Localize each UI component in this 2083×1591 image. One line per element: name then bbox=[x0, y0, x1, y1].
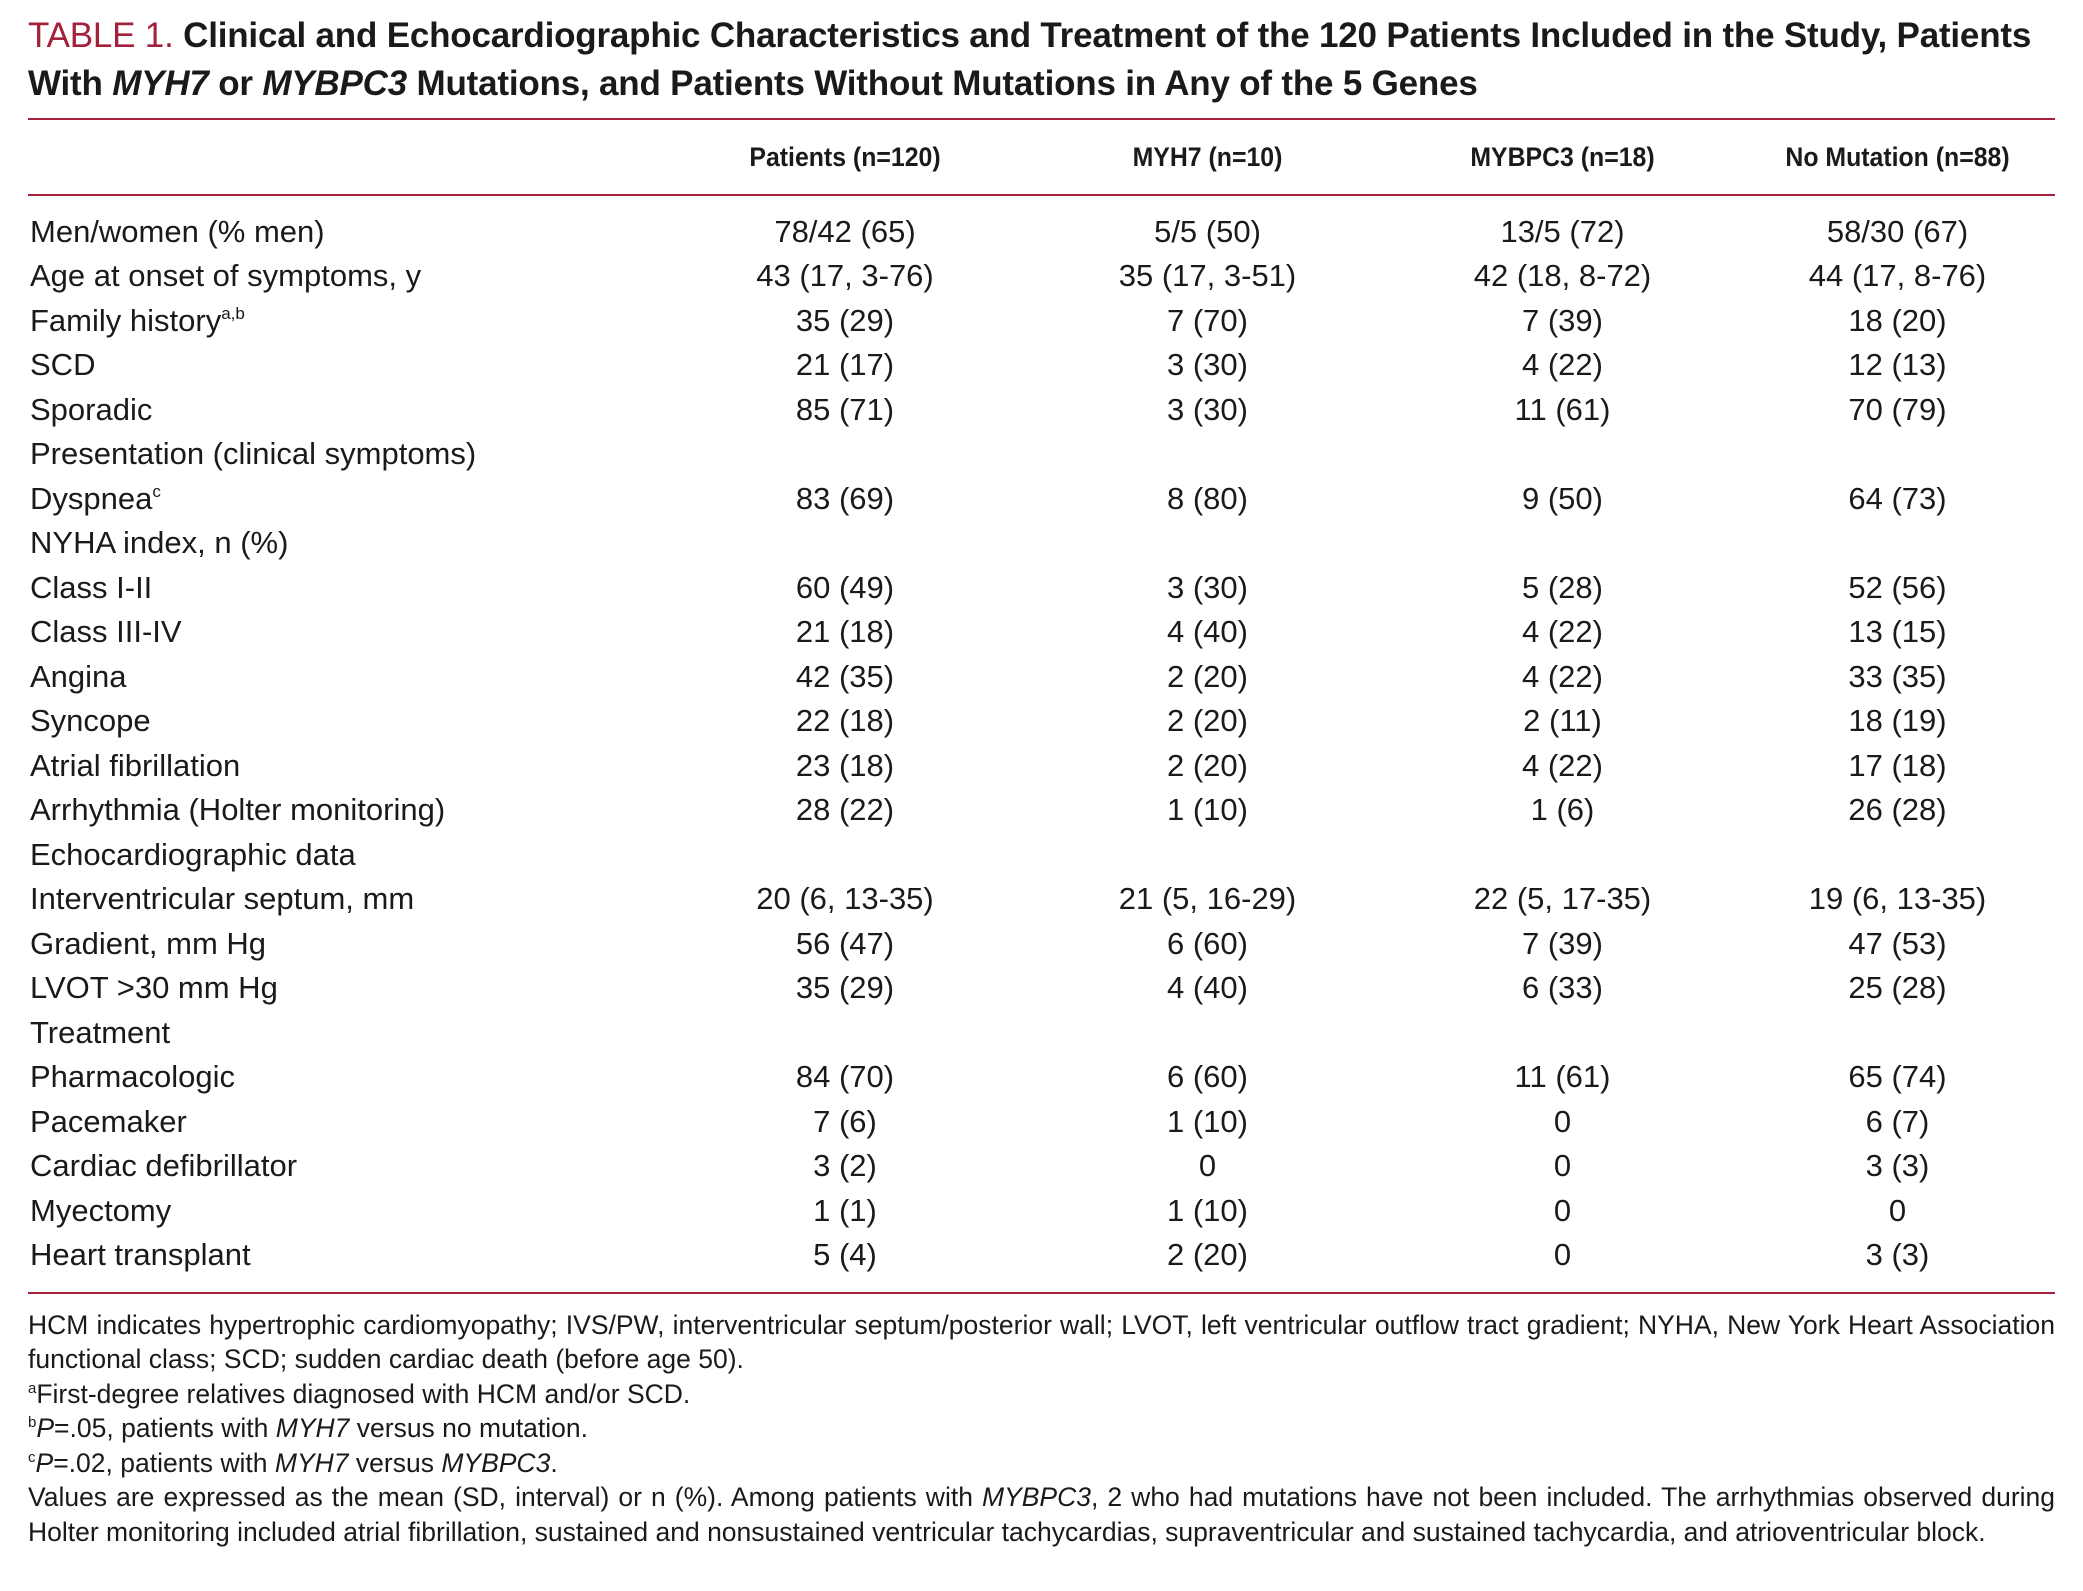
cell-value: 0 bbox=[1553, 1148, 1572, 1184]
cell-value: 83 (69) bbox=[795, 480, 895, 516]
values-note: Values are expressed as the mean (SD, interval) or n (%). Among patients with MYBPC3, 2 who had mutations have not been included. The arrhythmias observed during Holter monitoring included atrial fibrillation, sustained and nonsustained ventricular tachycardias, supraventricular and sustained tachycardia, and atrioventricular block. bbox=[28, 1482, 2056, 1547]
cell-value: 7 (6) bbox=[813, 1103, 877, 1139]
cell-value: 2 (11) bbox=[1523, 703, 1602, 739]
cell-value: 12 (13) bbox=[1848, 347, 1947, 383]
cell-value: 2 (20) bbox=[1167, 1237, 1248, 1273]
table-row bbox=[28, 566, 2055, 611]
table-row bbox=[28, 788, 2055, 833]
cell-value bbox=[1740, 833, 2055, 878]
cell-value: 65 (74) bbox=[1848, 1059, 1947, 1095]
cell-value bbox=[1385, 1011, 1740, 1056]
footnotes bbox=[28, 1308, 2055, 1550]
cell-value: 22 (18) bbox=[795, 703, 895, 739]
cell-value: 6 (7) bbox=[1865, 1103, 1930, 1139]
cell-value: 6 (60) bbox=[1167, 925, 1248, 961]
cell-value: 4 (22) bbox=[1522, 347, 1603, 383]
table-row bbox=[28, 343, 2055, 388]
cell-value: 47 (53) bbox=[1848, 925, 1947, 961]
table-row bbox=[28, 299, 2055, 344]
footnote-b: $^b$P=.05, patients with MYH7 versus no mutation. bbox=[28, 1413, 589, 1443]
cell-value: 3 (30) bbox=[1167, 347, 1248, 383]
cell-value: 35 (29) bbox=[795, 970, 895, 1006]
cell-value: 52 (56) bbox=[1848, 569, 1947, 605]
cell-value: 58/30 (67) bbox=[1826, 214, 1969, 249]
table-row bbox=[28, 1233, 2055, 1288]
cell-value: 4 (40) bbox=[1167, 970, 1248, 1006]
table-row bbox=[28, 1144, 2055, 1189]
cell-value bbox=[1030, 1011, 1385, 1056]
cell-value bbox=[660, 833, 1030, 878]
cell-value: 0 bbox=[1553, 1237, 1572, 1273]
cell-value: 3 (3) bbox=[1865, 1237, 1930, 1273]
cell-value: 35 (17, 3-51) bbox=[1118, 258, 1297, 294]
bottom-rule bbox=[28, 1292, 2055, 1294]
table-figure bbox=[28, 10, 2055, 1549]
table-row bbox=[28, 432, 2055, 477]
row-label: Treatment bbox=[30, 1014, 171, 1050]
cell-value bbox=[660, 521, 1030, 566]
cell-value: 18 (19) bbox=[1848, 703, 1947, 739]
table-row bbox=[28, 195, 2055, 254]
cell-value: 7 (70) bbox=[1167, 302, 1248, 338]
row-label: Pharmacologic bbox=[30, 1059, 236, 1095]
cell-value bbox=[1030, 521, 1385, 566]
cell-value: 21 (17) bbox=[795, 347, 895, 383]
cell-value: 5/5 (50) bbox=[1154, 214, 1261, 249]
cell-value: 28 (22) bbox=[795, 792, 895, 828]
cell-value: 2 (20) bbox=[1167, 747, 1248, 783]
row-label: Age at onset of symptoms, y bbox=[30, 258, 422, 294]
cell-value bbox=[1740, 521, 2055, 566]
cell-value: 35 (29) bbox=[795, 302, 895, 338]
row-label: Cardiac defibrillator bbox=[30, 1148, 298, 1184]
row-label: Gradient, mm Hg bbox=[30, 925, 267, 961]
footnote-a: $^a$First-degree relatives diagnosed with HCM and/or SCD. bbox=[28, 1378, 691, 1409]
table-row bbox=[28, 655, 2055, 700]
table-row bbox=[28, 1055, 2055, 1100]
table-row bbox=[28, 833, 2055, 878]
cell-value: 21 (5, 16-29) bbox=[1118, 881, 1297, 917]
row-label: Myectomy bbox=[30, 1192, 172, 1228]
cell-value: 1 (10) bbox=[1167, 1192, 1248, 1228]
cell-value: 9 (50) bbox=[1522, 480, 1603, 516]
row-label: Family history$^{a,b}$ bbox=[30, 302, 245, 338]
cell-value: 0 bbox=[1553, 1103, 1572, 1139]
cell-value: 3 (3) bbox=[1865, 1148, 1930, 1184]
cell-value: 85 (71) bbox=[795, 391, 895, 427]
title-text-2: or bbox=[208, 64, 263, 103]
row-label: Arrhythmia (Holter monitoring) bbox=[30, 792, 446, 828]
cell-value: 4 (22) bbox=[1522, 614, 1603, 650]
footnote-mark: a,b bbox=[221, 303, 245, 323]
cell-value: 0 bbox=[1888, 1192, 1907, 1228]
row-label: Class III-IV bbox=[30, 614, 182, 650]
cell-value: 3 (2) bbox=[813, 1148, 877, 1184]
cell-value: 4 (22) bbox=[1522, 747, 1603, 783]
cell-value: 11 (61) bbox=[1514, 1059, 1611, 1095]
title-gene-2: MYBPC3 bbox=[262, 64, 407, 103]
cell-value: 13/5 (72) bbox=[1500, 214, 1625, 249]
cell-value: 60 (49) bbox=[795, 569, 895, 605]
column-header bbox=[53, 120, 634, 195]
cell-value bbox=[1740, 1011, 2055, 1056]
row-label: Pacemaker bbox=[30, 1103, 187, 1139]
cell-value: 4 (22) bbox=[1522, 658, 1603, 694]
cell-value: 0 bbox=[1553, 1192, 1572, 1228]
cell-value bbox=[660, 432, 1030, 477]
cell-value: 19 (6, 13-35) bbox=[1808, 881, 1987, 917]
cell-value: 1 (10) bbox=[1167, 1103, 1248, 1139]
table-row bbox=[28, 254, 2055, 299]
row-label: Angina bbox=[30, 658, 127, 694]
column-header: Patients (n=120) bbox=[749, 141, 941, 172]
cell-value: 42 (18, 8-72) bbox=[1473, 258, 1652, 294]
cell-value: 78/42 (65) bbox=[774, 214, 916, 249]
table-row bbox=[28, 1011, 2055, 1056]
cell-value: 13 (15) bbox=[1848, 614, 1947, 650]
table-row bbox=[28, 1100, 2055, 1145]
column-header: MYH7 (n=10) bbox=[1132, 141, 1283, 172]
abbreviations-note: HCM indicates hypertrophic cardiomyopathy; IVS/PW, interventricular septum/posterior wall; LVOT, left ventricular outflow tract gradient; NYHA, New York Heart Association functional class; SCD; sudden cardiac death (before age 50). bbox=[28, 1309, 2055, 1374]
cell-value bbox=[1385, 432, 1740, 477]
row-label: Syncope bbox=[30, 703, 151, 739]
row-label: SCD bbox=[30, 347, 96, 383]
cell-value: 8 (80) bbox=[1167, 480, 1248, 516]
table-row bbox=[28, 922, 2055, 967]
table-row bbox=[28, 521, 2055, 566]
cell-value: 3 (30) bbox=[1167, 391, 1248, 427]
cell-value: 6 (33) bbox=[1522, 970, 1603, 1006]
cell-value: 26 (28) bbox=[1848, 792, 1947, 828]
row-label: Presentation (clinical symptoms) bbox=[30, 436, 477, 472]
cell-value: 43 (17, 3-76) bbox=[756, 258, 934, 294]
cell-value: 2 (20) bbox=[1167, 703, 1248, 739]
column-header: MYBPC3 (n=18) bbox=[1470, 141, 1655, 172]
table-row bbox=[28, 388, 2055, 433]
table-body bbox=[28, 195, 2055, 1288]
cell-value bbox=[1030, 432, 1385, 477]
header-row bbox=[28, 120, 2055, 195]
cell-value: 84 (70) bbox=[795, 1059, 895, 1095]
cell-value bbox=[1030, 833, 1385, 878]
cell-value: 6 (60) bbox=[1167, 1059, 1248, 1095]
row-label: Dyspnea$^c$ bbox=[30, 480, 161, 516]
table-row bbox=[28, 699, 2055, 744]
cell-value: 7 (39) bbox=[1522, 302, 1603, 338]
cell-value: 25 (28) bbox=[1848, 970, 1947, 1006]
cell-value: 0 bbox=[1198, 1148, 1217, 1184]
cell-value: 17 (18) bbox=[1848, 747, 1947, 783]
row-label: Sporadic bbox=[30, 391, 153, 427]
cell-value: 42 (35) bbox=[795, 658, 895, 694]
cell-value: 20 (6, 13-35) bbox=[756, 881, 934, 917]
cell-value: 21 (18) bbox=[795, 614, 895, 650]
cell-value: 18 (20) bbox=[1848, 302, 1947, 338]
cell-value bbox=[1385, 833, 1740, 878]
table-row bbox=[28, 744, 2055, 789]
cell-value bbox=[1740, 432, 2055, 477]
row-label: Heart transplant bbox=[30, 1237, 251, 1273]
row-label: Class I-II bbox=[30, 569, 153, 605]
row-label: Interventricular septum, mm bbox=[30, 881, 415, 917]
cell-value: 22 (5, 17-35) bbox=[1473, 881, 1652, 917]
cell-value: 5 (28) bbox=[1522, 569, 1603, 605]
title-text-3: Mutations, and Patients Without Mutations in Any of the 5 Genes bbox=[407, 64, 1478, 103]
cell-value: 44 (17, 8-76) bbox=[1808, 258, 1987, 294]
cell-value: 1 (1) bbox=[813, 1192, 877, 1228]
cell-value: 1 (10) bbox=[1167, 792, 1248, 828]
table-row bbox=[28, 610, 2055, 655]
cell-value bbox=[1385, 521, 1740, 566]
table-row bbox=[28, 877, 2055, 922]
title-gene-1: MYH7 bbox=[112, 64, 209, 103]
column-header: No Mutation (n=88) bbox=[1785, 141, 2010, 172]
cell-value: 33 (35) bbox=[1848, 658, 1947, 694]
cell-value: 23 (18) bbox=[795, 747, 895, 783]
footnote-mark: c bbox=[152, 481, 161, 501]
cell-value: 2 (20) bbox=[1167, 658, 1248, 694]
cell-value: 5 (4) bbox=[813, 1237, 877, 1273]
cell-value: 70 (79) bbox=[1848, 391, 1947, 427]
table-row bbox=[28, 1189, 2055, 1234]
cell-value: 3 (30) bbox=[1167, 569, 1248, 605]
table-row bbox=[28, 966, 2055, 1011]
row-label: Men/women (% men) bbox=[30, 214, 325, 249]
cell-value: 64 (73) bbox=[1848, 480, 1947, 516]
row-label: LVOT >30 mm Hg bbox=[30, 970, 278, 1006]
cell-value: 1 (6) bbox=[1530, 792, 1595, 828]
row-label: Echocardiographic data bbox=[30, 836, 356, 872]
cell-value: 11 (61) bbox=[1514, 391, 1611, 427]
table-row bbox=[28, 477, 2055, 522]
data-table bbox=[28, 120, 2055, 1288]
title-text-1: Clinical and Echocardiographic Characteristics and Treatment of the 120 Patients Included in the Study, Patients With bbox=[28, 16, 2032, 103]
table-title bbox=[28, 10, 2055, 108]
row-label: NYHA index, n (%) bbox=[30, 525, 289, 561]
footnote-c: $^c$P=.02, patients with MYH7 versus MYBPC3. bbox=[28, 1447, 558, 1478]
table-label: TABLE 1. bbox=[28, 16, 174, 55]
cell-value: 56 (47) bbox=[795, 925, 895, 961]
cell-value bbox=[660, 1011, 1030, 1056]
cell-value: 7 (39) bbox=[1522, 925, 1603, 961]
row-label: Atrial fibrillation bbox=[30, 747, 241, 783]
cell-value: 4 (40) bbox=[1167, 614, 1248, 650]
